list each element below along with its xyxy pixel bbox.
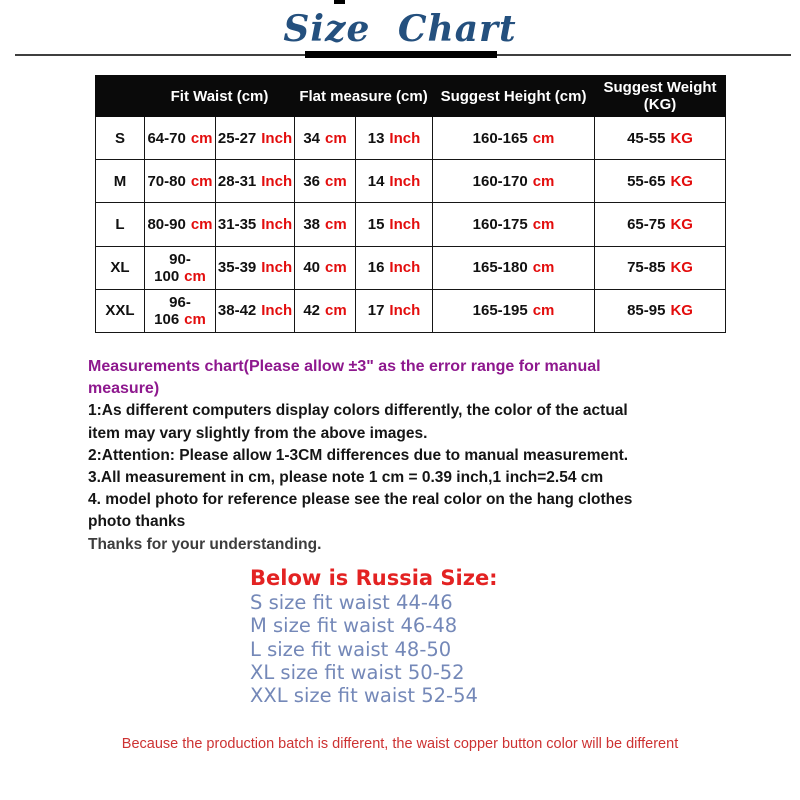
suggest-weight-cell	[595, 117, 726, 160]
suggest-height-cell	[433, 160, 595, 203]
flat-measure-inch-cell	[356, 289, 433, 332]
value: 35-39	[217, 259, 257, 277]
unit: cm	[184, 267, 206, 285]
unit: Inch	[261, 302, 293, 320]
russia-size-item: M size fit waist 46-48	[250, 614, 458, 638]
unit: KG	[670, 259, 693, 277]
suggest-weight-cell	[595, 289, 726, 332]
size-label: S	[96, 117, 145, 160]
value: 34	[303, 129, 320, 147]
unit: Inch	[389, 129, 421, 147]
value: 31-35	[217, 215, 257, 233]
suggest-height-cell	[433, 203, 595, 246]
fit-waist-inch-cell	[216, 289, 295, 332]
fit-waist-cm-cell	[145, 246, 216, 289]
flat-measure-cm-cell	[295, 203, 356, 246]
value: 165-180	[472, 259, 528, 277]
fit-waist-cm-cell	[145, 117, 216, 160]
unit: cm	[532, 302, 555, 320]
note-line: 2:Attention: Please allow 1-3CM differences due to manual measurement.	[88, 446, 629, 464]
title-divider-bar	[305, 51, 497, 58]
unit: cm	[190, 172, 213, 190]
russia-size-item: XXL size fit waist 52-54	[250, 684, 478, 708]
unit: cm	[190, 129, 213, 147]
unit: Inch	[389, 172, 421, 190]
fit-waist-inch-cell	[216, 117, 295, 160]
suggest-weight-cell	[595, 160, 726, 203]
header-suggest-height: Suggest Height (cm)	[433, 76, 595, 117]
russia-size-item: S size fit waist 44-46	[250, 591, 453, 614]
fit-waist-inch-cell	[216, 203, 295, 246]
russia-size-item: XL size fit waist 50-52	[250, 660, 465, 684]
unit: Inch	[261, 259, 293, 277]
unit: Inch	[261, 215, 293, 233]
unit: Inch	[261, 129, 293, 147]
unit: KG	[670, 215, 693, 233]
unit: cm	[325, 259, 347, 277]
unit: cm	[532, 215, 555, 233]
unit: cm	[325, 302, 347, 320]
unit: cm	[184, 310, 206, 328]
header-suggest-weight: Suggest Weight (KG)	[595, 76, 726, 117]
header-corner-cell	[96, 76, 145, 117]
value: 17	[367, 302, 385, 320]
fit-waist-inch-cell	[216, 160, 295, 203]
header-fit-waist: Fit Waist (cm)	[145, 76, 295, 117]
value: 80-90	[147, 215, 186, 233]
unit: Inch	[261, 172, 293, 190]
value: 15	[367, 215, 385, 233]
value: 28-31	[217, 172, 257, 190]
note-line: 1:As different computers display colors differently, the color of the actual	[88, 402, 628, 420]
header-flat-measure: Flat measure (cm)	[295, 76, 433, 117]
suggest-weight-cell	[595, 246, 726, 289]
flat-measure-cm-cell	[295, 289, 356, 332]
fit-waist-inch-cell	[216, 246, 295, 289]
value: 13	[367, 129, 385, 147]
size-label: XL	[96, 246, 145, 289]
size-table	[95, 75, 726, 333]
suggest-height-cell	[433, 117, 595, 160]
table-row-xxl	[96, 289, 726, 332]
size-label: L	[96, 203, 145, 246]
table-row-s	[96, 117, 726, 160]
russia-size-item: L size fit waist 48-50	[250, 637, 452, 661]
flat-measure-cm-cell	[295, 246, 356, 289]
flat-measure-inch-cell	[356, 160, 433, 203]
unit: cm	[532, 259, 555, 277]
unit: Inch	[389, 302, 421, 320]
unit: Inch	[389, 259, 421, 277]
unit: KG	[670, 129, 693, 147]
unit: KG	[670, 172, 693, 190]
value: 85-95	[627, 302, 666, 320]
table-row-m	[96, 160, 726, 203]
fit-waist-cm-cell	[145, 160, 216, 203]
value: 65-75	[627, 215, 666, 233]
value: 14	[367, 172, 385, 190]
unit: cm	[190, 215, 213, 233]
thanks-line: Thanks for your understanding.	[88, 535, 322, 553]
value: 70-80	[147, 172, 186, 190]
production-batch-note: Because the production batch is different, the waist copper button color will be different	[121, 736, 679, 752]
value: 55-65	[627, 172, 666, 190]
unit: cm	[325, 172, 347, 190]
value: 165-195	[472, 302, 528, 320]
value: 25-27	[217, 129, 257, 147]
table-row-l	[96, 203, 726, 246]
unit: cm	[532, 129, 555, 147]
flat-measure-inch-cell	[356, 117, 433, 160]
table-header-row	[96, 76, 726, 117]
value: 38-42	[217, 302, 257, 320]
russia-size-heading: Below is Russia Size:	[250, 566, 498, 590]
value: 45-55	[627, 129, 666, 147]
value: 160-170	[472, 172, 528, 190]
flat-measure-cm-cell	[295, 160, 356, 203]
measurement-notes	[88, 356, 708, 556]
value: 96-106	[154, 293, 191, 328]
value: 36	[303, 172, 320, 190]
note-line: 4. model photo for reference please see the real color on the hang clothes	[88, 491, 633, 509]
russia-size-block	[250, 565, 498, 707]
unit: cm	[325, 129, 347, 147]
suggest-height-cell	[433, 289, 595, 332]
top-edge-mark	[334, 0, 345, 4]
unit: Inch	[389, 215, 421, 233]
unit: KG	[670, 302, 693, 320]
value: 16	[367, 259, 385, 277]
suggest-weight-cell	[595, 203, 726, 246]
size-label: XXL	[96, 289, 145, 332]
suggest-height-cell	[433, 246, 595, 289]
note-line: item may vary slightly from the above images.	[88, 424, 428, 442]
value: 64-70	[147, 129, 186, 147]
flat-measure-inch-cell	[356, 246, 433, 289]
value: 40	[303, 259, 320, 277]
note-line: 3.All measurement in cm, please note 1 cm = 0.39 inch,1 inch=2.54 cm	[88, 469, 604, 487]
notes-heading-line2: measure)	[88, 380, 160, 398]
flat-measure-cm-cell	[295, 117, 356, 160]
table-row-xl	[96, 246, 726, 289]
fit-waist-cm-cell	[145, 289, 216, 332]
fit-waist-cm-cell	[145, 203, 216, 246]
notes-heading-line1: Measurements chart(Please allow ±3" as the error range for manual	[88, 358, 601, 375]
flat-measure-inch-cell	[356, 203, 433, 246]
value: 38	[303, 215, 320, 233]
unit: cm	[325, 215, 347, 233]
page-title: Size Chart	[283, 8, 517, 50]
value: 42	[303, 302, 320, 320]
unit: cm	[532, 172, 555, 190]
value: 75-85	[627, 259, 666, 277]
value: 160-175	[472, 215, 528, 233]
value: 160-165	[472, 129, 528, 147]
value: 90-100	[154, 250, 191, 285]
note-line: photo thanks	[88, 513, 186, 531]
size-label: M	[96, 160, 145, 203]
